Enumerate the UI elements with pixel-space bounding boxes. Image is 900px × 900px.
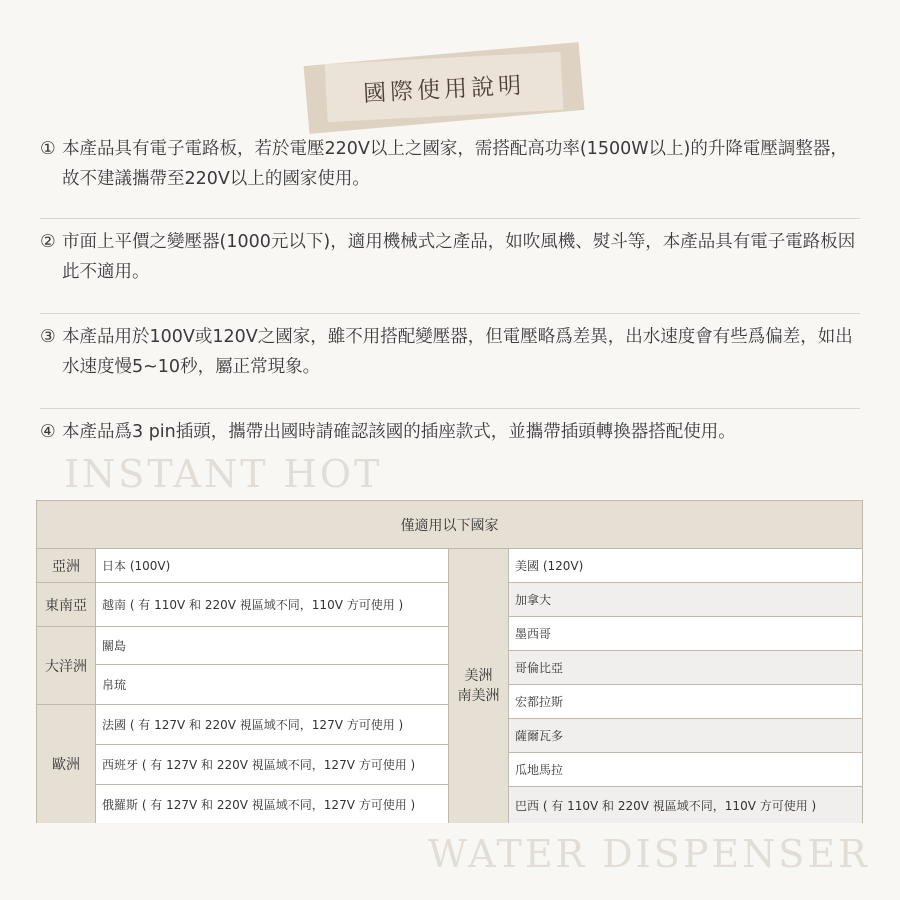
note-text: 本產品具有電子電路板，若於電壓220V以上之國家，需搭配高功率(1500W以上)的升降電壓調整器，故不建議攜帶至220V以上的國家使用。 — [62, 139, 848, 189]
watermark-water-dispenser: WATER DISPENSER — [428, 832, 870, 876]
country-table — [36, 500, 863, 823]
note-number: ① — [40, 139, 56, 159]
usage-notes — [40, 126, 860, 463]
table-row: 美國 (120V) — [509, 549, 862, 583]
table-row: 西班牙 ( 有 127V 和 220V 視區域不同，127V 方可使用 ) — [96, 745, 449, 785]
note-number: ② — [40, 232, 56, 252]
table-row: 哥倫比亞 — [509, 651, 862, 685]
table-row: 宏都拉斯 — [509, 685, 862, 719]
note-number: ④ — [40, 422, 56, 442]
title-banner — [296, 40, 592, 136]
note-text: 本產品用於100V或120V之國家，雖不用搭配變壓器，但電壓略爲差異，出水速度會有些爲偏差，如出水速度慢5~10秒，屬正常現象。 — [62, 327, 853, 377]
note-3 — [40, 313, 860, 398]
table-row: 日本 (100V) — [96, 549, 449, 583]
note-2 — [40, 218, 860, 303]
table-body — [37, 549, 862, 822]
table-row: 帛琉 — [96, 665, 449, 705]
region-asia: 亞洲 — [37, 549, 96, 583]
table-row: 巴西 ( 有 110V 和 220V 視區域不同，110V 方可使用 ) — [509, 787, 862, 823]
table-row: 俄羅斯 ( 有 127V 和 220V 視區域不同，127V 方可使用 ) — [96, 785, 449, 823]
note-text: 本產品爲3 pin插頭，攜帶出國時請確認該國的插座款式，並攜帶插頭轉換器搭配使用。 — [62, 422, 736, 442]
page-title: 國際使用說明 — [362, 72, 526, 107]
region-oceania: 大洋洲 — [37, 627, 96, 705]
table-row: 關島 — [96, 627, 449, 665]
table-row: 瓜地馬拉 — [509, 753, 862, 787]
table-row: 法國 ( 有 127V 和 220V 視區域不同，127V 方可使用 ) — [96, 705, 449, 745]
table-row: 越南 ( 有 110V 和 220V 視區域不同，110V 方可使用 ) — [96, 583, 449, 627]
region-southeast-asia: 東南亞 — [37, 583, 96, 627]
region-europe: 歐洲 — [37, 705, 96, 823]
watermark-instant-hot: INSTANT HOT — [64, 452, 383, 496]
note-text: 市面上平價之變壓器(1000元以下)，適用機械式之產品，如吹風機、熨斗等，本產品具有電子電路板因此不適用。 — [62, 232, 856, 282]
table-header: 僅適用以下國家 — [37, 501, 862, 549]
table-row: 薩爾瓦多 — [509, 719, 862, 753]
table-row: 加拿大 — [509, 583, 862, 617]
region-americas — [449, 549, 509, 823]
banner-front-shape — [325, 52, 564, 122]
note-1 — [40, 126, 860, 210]
region-americas-line1: 美洲 — [464, 668, 493, 684]
table-row: 墨西哥 — [509, 617, 862, 651]
region-americas-line2: 南美洲 — [457, 688, 500, 704]
note-number: ③ — [40, 327, 56, 347]
